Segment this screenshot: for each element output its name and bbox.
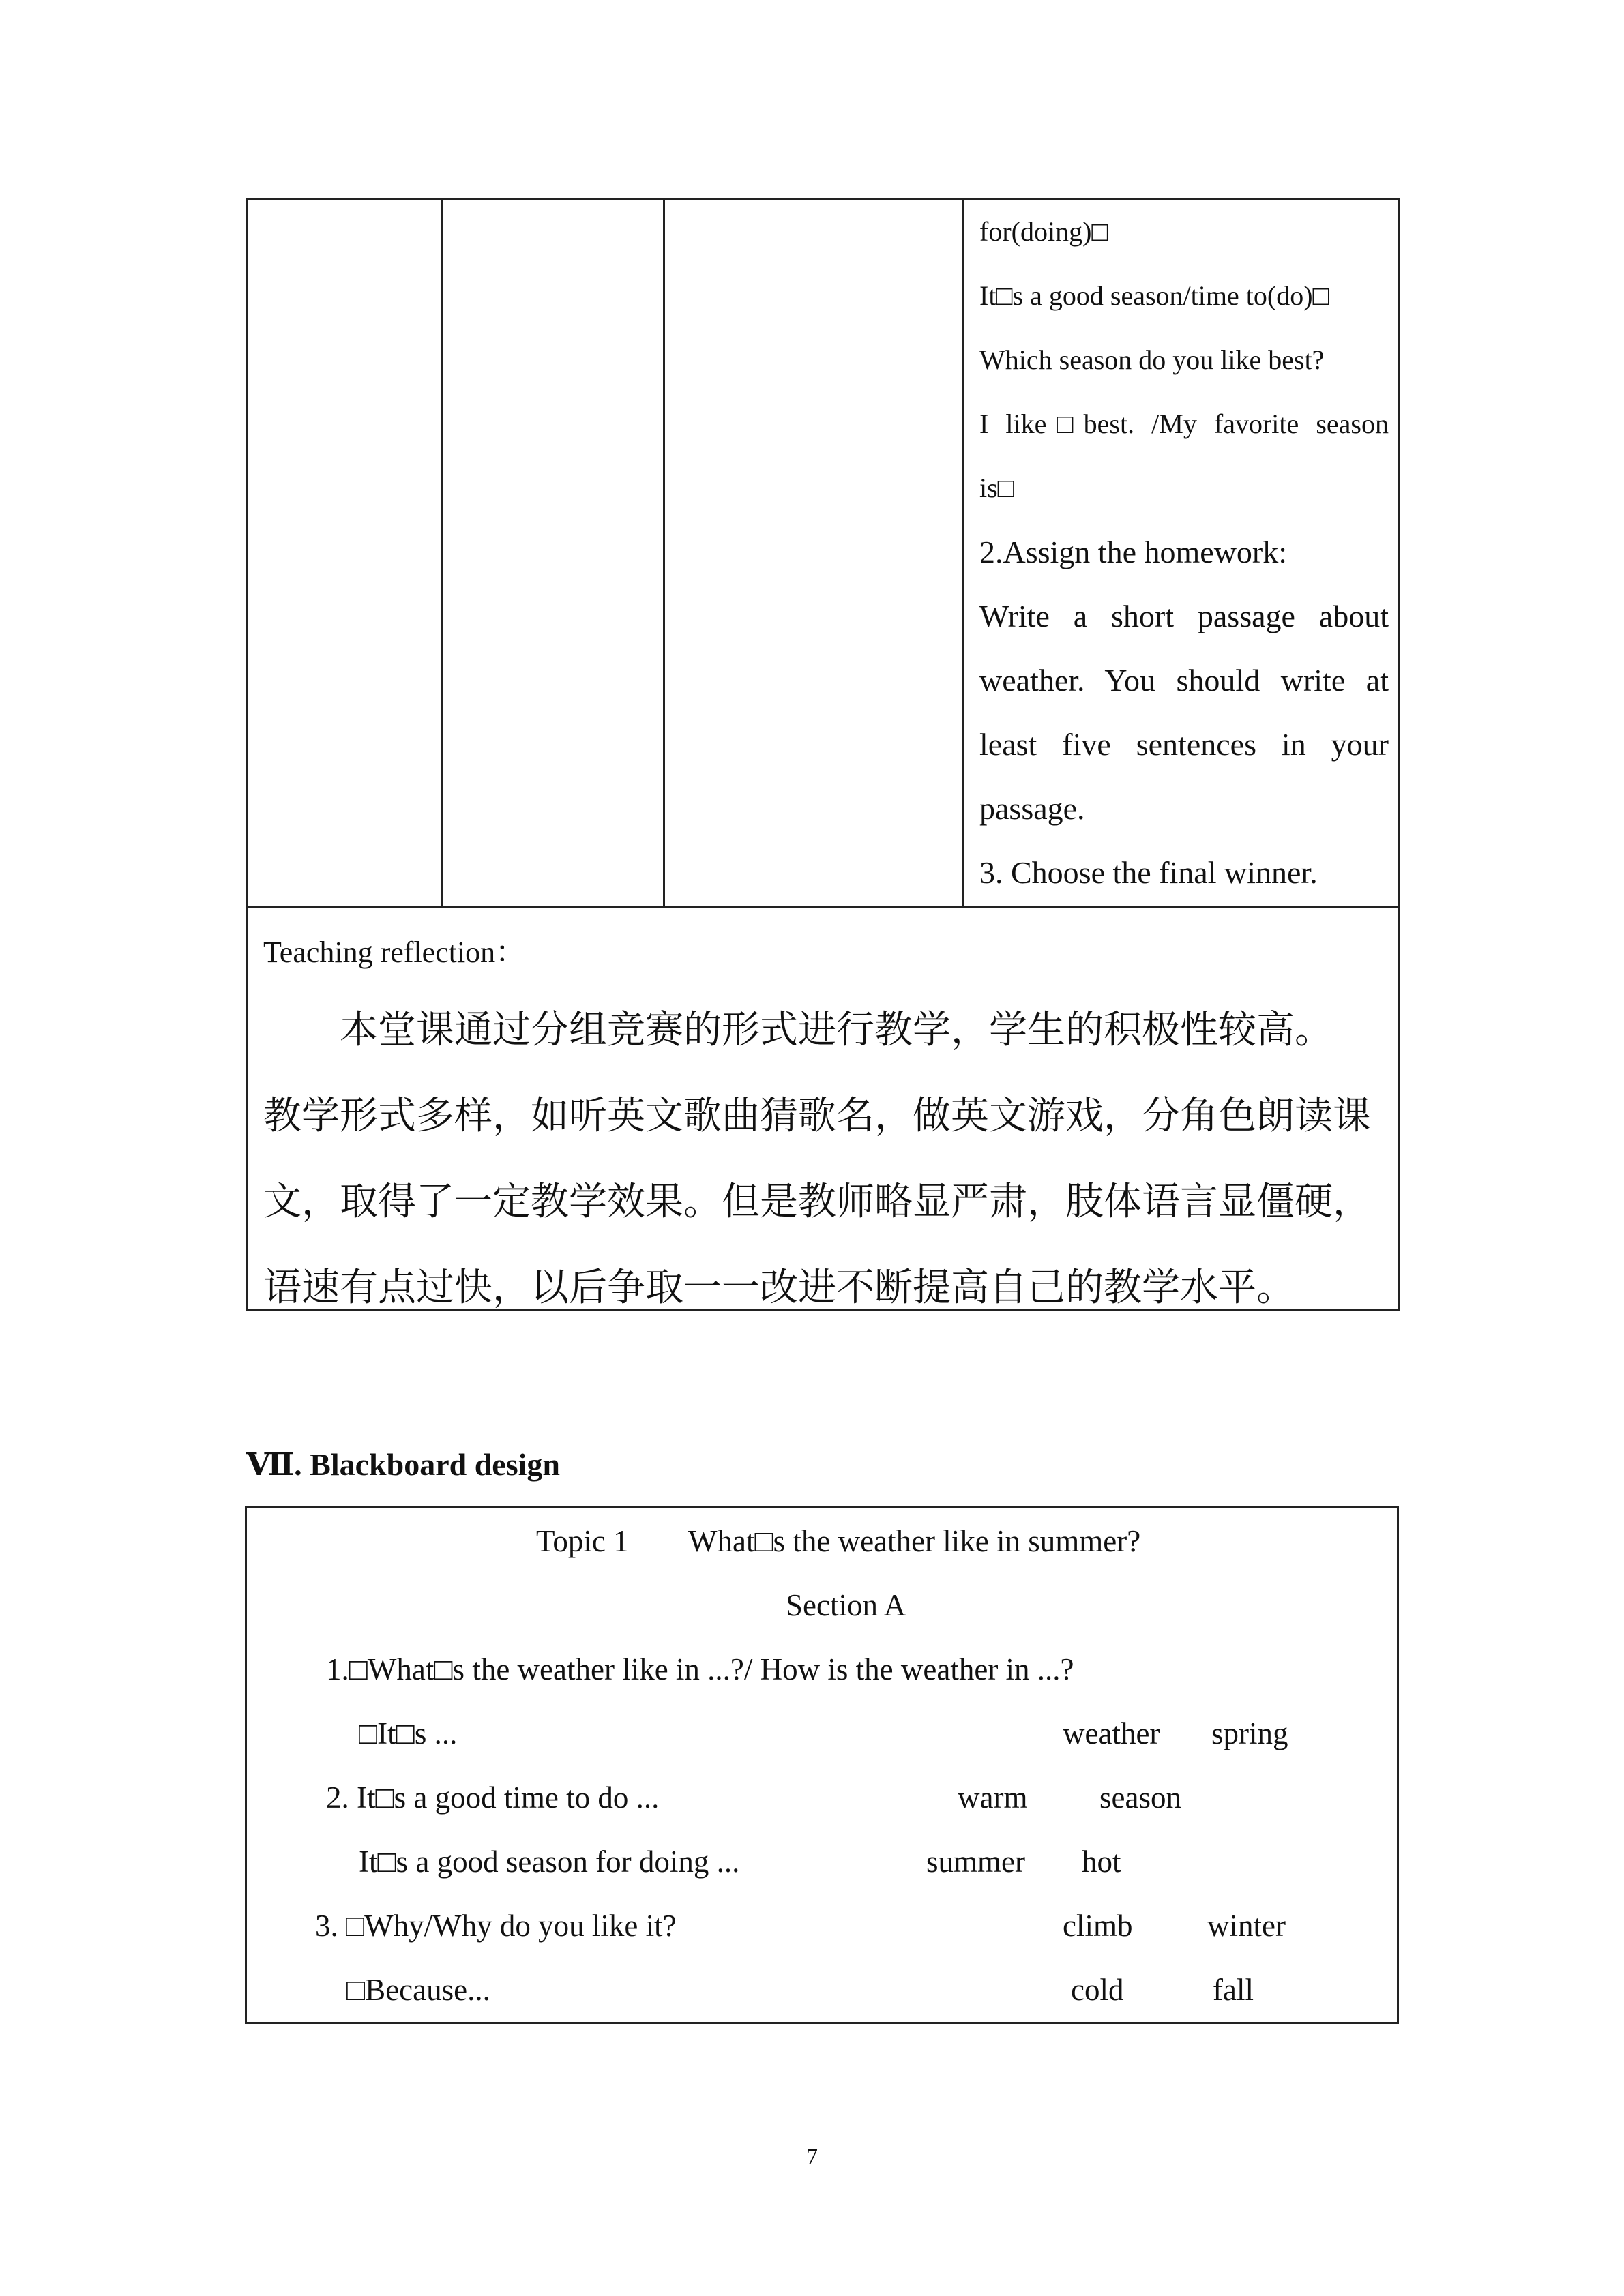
table-text-line: 3. Choose the final winner. [979, 855, 1318, 890]
vocab-word: winter [1207, 1909, 1286, 1943]
reflection-line: 文，取得了一定教学效果。但是教师略显严肃，肢体语言显僵硬， [263, 1180, 1371, 1224]
section-label: Section A [786, 1588, 906, 1622]
table-text-line: for(doing)□ [979, 216, 1108, 247]
table-text-line: It□s a good season/time to(do)□ [979, 280, 1329, 311]
blackboard-item: 2. It□s a good time to do ... [326, 1780, 660, 1815]
table-text-line: passage. [979, 791, 1085, 826]
vocab-word: season [1099, 1780, 1181, 1815]
topic-label: Topic 1 [536, 1524, 629, 1558]
vocab-word: cold [1071, 1973, 1124, 2007]
vocab-word: spring [1211, 1716, 1288, 1750]
row-divider [248, 906, 1398, 908]
reflection-line: 教学形式多样，如听英文歌曲猜歌名，做英文游戏，分角色朗读课 [263, 1094, 1371, 1138]
homework-heading: 2.Assign the homework: [979, 535, 1288, 569]
vocab-word: fall [1213, 1973, 1254, 2007]
column-divider [441, 200, 443, 906]
column-divider [663, 200, 665, 906]
reflection-text [263, 987, 1389, 1331]
reflection-line: 语速有点过快，以后争取一一改进不断提高自己的教学水平。 [263, 1266, 1295, 1310]
reflection-line: 本堂课通过分组竞赛的形式进行教学，学生的积极性较高。 [263, 1008, 1333, 1052]
blackboard-item: 3. □Why/Why do you like it? [315, 1909, 677, 1943]
vocab-word: warm [958, 1780, 1028, 1815]
vocab-word: summer [926, 1845, 1025, 1879]
table-text-line: I like□best. /My favorite season [979, 408, 1389, 439]
table-text-line: least five sentences in your [979, 727, 1389, 762]
page-number: 7 [806, 2145, 818, 2170]
blackboard-item: □It□s ... [359, 1716, 458, 1750]
column-divider [962, 200, 964, 906]
vocab-word: hot [1082, 1845, 1121, 1879]
table-text-line: weather. You should write at [979, 663, 1389, 698]
reflection-label: Teaching reflection： [263, 936, 526, 969]
table-text-line: Which season do you like best? [979, 344, 1325, 375]
blackboard-item: 1.□What□s the weather like in ...?/ How is the weather in ...? [326, 1652, 1074, 1686]
vocab-word: weather [1063, 1716, 1160, 1750]
blackboard-item: □Because... [346, 1973, 490, 2007]
blackboard-box [245, 1506, 1399, 2024]
lesson-table [246, 198, 1400, 1311]
section-heading: Ⅶ. Blackboard design [246, 1447, 560, 1482]
vocab-word: climb [1063, 1909, 1133, 1943]
table-text-line: is□ [979, 473, 1014, 503]
table-text-line: Write a short passage about [979, 599, 1389, 633]
blackboard-item: It□s a good season for doing ... [359, 1845, 740, 1879]
topic-question: What□s the weather like in summer? [688, 1524, 1141, 1558]
